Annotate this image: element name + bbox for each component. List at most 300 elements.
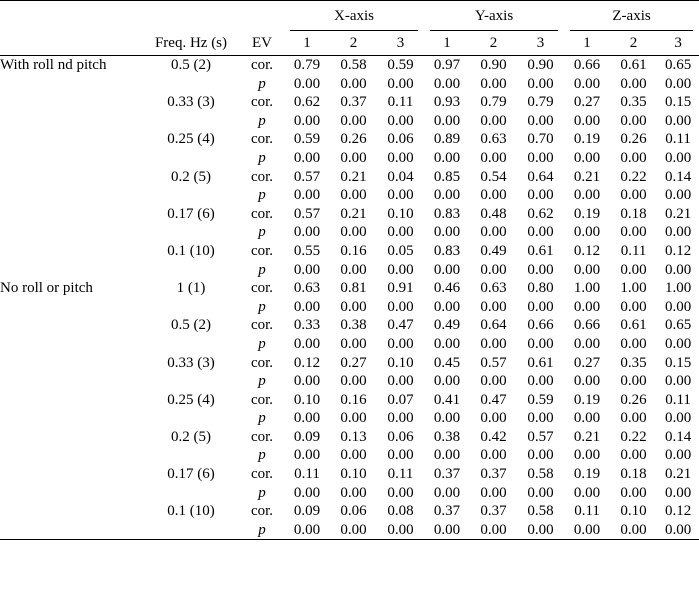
value-cell: 0.00 xyxy=(340,298,367,315)
value-cell: 0.00 xyxy=(527,298,554,315)
value-cell: 0.00 xyxy=(664,373,692,390)
value-cell: 0.00 xyxy=(480,298,507,315)
header-y-2: 2 xyxy=(489,35,498,51)
value-cell: 0.89 xyxy=(433,131,461,148)
value-cell: 0.00 xyxy=(293,112,321,129)
freq-cell: 0.33 (3) xyxy=(167,354,215,371)
value-cell: 0.00 xyxy=(664,112,692,129)
value-cell: 0.05 xyxy=(387,242,414,259)
value-cell: 0.00 xyxy=(527,187,554,204)
table-row xyxy=(0,465,699,484)
ev-cell: p xyxy=(258,75,266,92)
value-cell: 0.55 xyxy=(293,242,321,259)
group-label xyxy=(0,261,142,280)
ev-cell: cor. xyxy=(250,242,274,259)
value-cell: 0.37 xyxy=(480,466,507,483)
value-cell: 0.21 xyxy=(573,428,601,445)
value-cell: 0.00 xyxy=(620,224,647,241)
value-cell: 0.00 xyxy=(664,484,692,501)
header-z-2: 2 xyxy=(629,35,638,51)
table-row xyxy=(0,149,699,168)
table-row xyxy=(0,279,699,298)
value-cell: 0.66 xyxy=(527,317,554,334)
freq-cell xyxy=(142,223,240,242)
ev-cell: cor. xyxy=(250,503,274,520)
header-z-axis: Z-axis xyxy=(564,1,699,32)
value-cell: 0.00 xyxy=(293,187,321,204)
freq-cell xyxy=(142,521,240,540)
value-cell: 0.00 xyxy=(433,373,461,390)
value-cell: 0.00 xyxy=(573,373,601,390)
value-cell: 1.00 xyxy=(573,280,601,297)
table-row xyxy=(0,205,699,224)
value-cell: 0.00 xyxy=(620,410,647,427)
value-cell: 0.79 xyxy=(480,94,507,111)
group-label xyxy=(0,465,142,484)
ev-cell: cor. xyxy=(250,168,274,185)
value-cell: 0.00 xyxy=(620,484,647,501)
value-cell: 0.00 xyxy=(573,261,601,278)
value-cell: 0.00 xyxy=(387,261,414,278)
value-cell: 0.00 xyxy=(664,75,692,92)
value-cell: 0.00 xyxy=(573,112,601,129)
freq-cell: 0.5 (2) xyxy=(171,317,211,334)
value-cell: 0.00 xyxy=(480,335,507,352)
value-cell: 0.57 xyxy=(527,428,554,445)
header-freq: Freq. Hz (s) xyxy=(154,35,228,51)
table-row xyxy=(0,130,699,149)
table-row xyxy=(0,261,699,280)
value-cell: 0.11 xyxy=(387,94,414,111)
ev-cell: p xyxy=(258,484,266,501)
value-cell: 0.10 xyxy=(293,391,321,408)
table-row xyxy=(0,484,699,503)
value-cell: 0.16 xyxy=(340,391,367,408)
freq-cell xyxy=(142,112,240,131)
value-cell: 0.12 xyxy=(573,242,601,259)
freq-cell: 0.33 (3) xyxy=(167,94,215,111)
value-cell: 0.11 xyxy=(665,391,691,408)
value-cell: 0.37 xyxy=(433,466,461,483)
header-blank xyxy=(240,1,284,32)
value-cell: 0.15 xyxy=(664,94,692,111)
value-cell: 0.35 xyxy=(620,354,647,371)
value-cell: 0.21 xyxy=(340,168,367,185)
value-cell: 0.27 xyxy=(573,94,601,111)
value-cell: 0.37 xyxy=(433,503,461,520)
value-cell: 0.58 xyxy=(340,57,367,73)
table-row xyxy=(0,428,699,447)
value-cell: 0.00 xyxy=(340,521,367,538)
ev-cell: cor. xyxy=(250,131,274,148)
value-cell: 0.21 xyxy=(664,205,692,222)
freq-cell xyxy=(142,335,240,354)
value-cell: 0.00 xyxy=(387,298,414,315)
value-cell: 0.11 xyxy=(294,466,320,483)
value-cell: 0.46 xyxy=(433,280,461,297)
value-cell: 0.08 xyxy=(387,503,414,520)
value-cell: 0.12 xyxy=(664,503,692,520)
value-cell: 0.90 xyxy=(527,57,554,73)
value-cell: 0.00 xyxy=(620,187,647,204)
ev-cell: p xyxy=(258,224,266,241)
value-cell: 0.00 xyxy=(433,447,461,464)
value-cell: 0.00 xyxy=(620,112,647,129)
freq-cell xyxy=(142,149,240,168)
value-cell: 0.37 xyxy=(340,94,367,111)
group-label xyxy=(0,93,142,112)
value-cell: 0.91 xyxy=(387,280,414,297)
value-cell: 0.11 xyxy=(665,131,691,148)
header-x-2: 2 xyxy=(349,35,358,51)
ev-cell: cor. xyxy=(250,428,274,445)
value-cell: 0.04 xyxy=(387,168,414,185)
value-cell: 0.18 xyxy=(620,466,647,483)
value-cell: 0.70 xyxy=(527,131,554,148)
value-cell: 0.00 xyxy=(480,410,507,427)
value-cell: 0.14 xyxy=(664,428,692,445)
ev-cell: cor. xyxy=(250,205,274,222)
value-cell: 0.00 xyxy=(433,484,461,501)
value-cell: 0.00 xyxy=(433,112,461,129)
value-cell: 0.65 xyxy=(664,317,692,334)
value-cell: 0.06 xyxy=(387,428,414,445)
value-cell: 0.00 xyxy=(620,75,647,92)
value-cell: 0.00 xyxy=(293,298,321,315)
value-cell: 0.00 xyxy=(664,187,692,204)
value-cell: 0.26 xyxy=(340,131,367,148)
group-label xyxy=(0,75,142,94)
value-cell: 0.00 xyxy=(433,149,461,166)
group-label xyxy=(0,168,142,187)
value-cell: 0.97 xyxy=(433,57,461,73)
header-blank xyxy=(0,1,142,32)
ev-cell: p xyxy=(258,521,266,538)
value-cell: 0.00 xyxy=(480,373,507,390)
ev-cell: p xyxy=(258,373,266,390)
value-cell: 0.58 xyxy=(527,466,554,483)
ev-cell: cor. xyxy=(250,317,274,334)
value-cell: 0.00 xyxy=(527,224,554,241)
value-cell: 0.00 xyxy=(293,521,321,538)
value-cell: 0.66 xyxy=(573,317,601,334)
value-cell: 0.00 xyxy=(293,261,321,278)
value-cell: 0.26 xyxy=(620,391,647,408)
group-label xyxy=(0,316,142,335)
value-cell: 0.10 xyxy=(387,354,414,371)
value-cell: 1.00 xyxy=(620,280,647,297)
table-body xyxy=(0,56,699,540)
value-cell: 0.80 xyxy=(527,280,554,297)
value-cell: 0.00 xyxy=(433,298,461,315)
value-cell: 0.00 xyxy=(340,261,367,278)
header-x-3: 3 xyxy=(396,35,405,51)
value-cell: 0.00 xyxy=(620,149,647,166)
value-cell: 0.00 xyxy=(340,484,367,501)
header-y-axis: Y-axis xyxy=(424,1,564,32)
table-row xyxy=(0,242,699,261)
value-cell: 0.11 xyxy=(574,503,600,520)
value-cell: 0.59 xyxy=(527,391,554,408)
value-cell: 0.59 xyxy=(387,57,414,73)
value-cell: 0.21 xyxy=(573,168,601,185)
value-cell: 0.12 xyxy=(293,354,321,371)
table-row xyxy=(0,223,699,242)
freq-cell: 0.1 (10) xyxy=(167,242,215,259)
value-cell: 0.10 xyxy=(387,205,414,222)
value-cell: 0.00 xyxy=(387,373,414,390)
value-cell: 0.63 xyxy=(293,280,321,297)
value-cell: 0.27 xyxy=(573,354,601,371)
value-cell: 0.00 xyxy=(433,521,461,538)
freq-cell xyxy=(142,484,240,503)
value-cell: 0.00 xyxy=(293,410,321,427)
value-cell: 0.00 xyxy=(340,187,367,204)
value-cell: 0.38 xyxy=(433,428,461,445)
value-cell: 0.11 xyxy=(620,242,647,259)
header-x-axis: X-axis xyxy=(284,1,424,32)
group-label xyxy=(0,242,142,261)
header-y-1: 1 xyxy=(443,35,451,51)
value-cell: 0.21 xyxy=(664,466,692,483)
value-cell: 0.93 xyxy=(433,94,461,111)
value-cell: 0.00 xyxy=(387,447,414,464)
freq-cell: 0.2 (5) xyxy=(171,428,211,445)
value-cell: 0.00 xyxy=(664,447,692,464)
value-cell: 0.06 xyxy=(340,503,367,520)
value-cell: 0.00 xyxy=(620,335,647,352)
group-label xyxy=(0,428,142,447)
value-cell: 0.27 xyxy=(340,354,367,371)
value-cell: 0.00 xyxy=(293,484,321,501)
value-cell: 0.19 xyxy=(573,466,601,483)
value-cell: 0.47 xyxy=(480,391,507,408)
table-row xyxy=(0,112,699,131)
value-cell: 0.62 xyxy=(293,94,321,111)
value-cell: 0.49 xyxy=(480,242,507,259)
value-cell: 0.00 xyxy=(480,521,507,538)
value-cell: 0.10 xyxy=(340,466,367,483)
value-cell: 0.00 xyxy=(573,447,601,464)
value-cell: 0.00 xyxy=(527,75,554,92)
value-cell: 0.00 xyxy=(293,149,321,166)
value-cell: 0.59 xyxy=(293,131,321,148)
freq-cell xyxy=(142,446,240,465)
value-cell: 0.09 xyxy=(293,503,321,520)
value-cell: 0.00 xyxy=(480,149,507,166)
header-y-3: 3 xyxy=(536,35,545,51)
value-cell: 0.07 xyxy=(387,391,414,408)
freq-cell xyxy=(142,409,240,428)
value-cell: 0.00 xyxy=(293,335,321,352)
value-cell: 0.00 xyxy=(433,75,461,92)
value-cell: 0.00 xyxy=(387,484,414,501)
value-cell: 0.61 xyxy=(620,317,647,334)
value-cell: 0.81 xyxy=(340,280,367,297)
value-cell: 0.00 xyxy=(573,75,601,92)
ev-cell: p xyxy=(258,261,266,278)
value-cell: 0.19 xyxy=(573,205,601,222)
value-cell: 0.00 xyxy=(573,335,601,352)
value-cell: 0.00 xyxy=(527,484,554,501)
value-cell: 0.00 xyxy=(340,410,367,427)
value-cell: 0.00 xyxy=(620,521,647,538)
value-cell: 0.00 xyxy=(573,187,601,204)
freq-cell xyxy=(142,261,240,280)
freq-cell xyxy=(142,298,240,317)
value-cell: 0.61 xyxy=(620,57,647,73)
value-cell: 0.00 xyxy=(527,261,554,278)
table-row xyxy=(0,502,699,521)
value-cell: 0.00 xyxy=(527,373,554,390)
value-cell: 0.00 xyxy=(387,224,414,241)
value-cell: 0.63 xyxy=(480,280,507,297)
value-cell: 0.41 xyxy=(433,391,461,408)
table-row xyxy=(0,335,699,354)
value-cell: 0.00 xyxy=(480,75,507,92)
group-label: No roll or pitch xyxy=(0,280,93,297)
group-label xyxy=(0,223,142,242)
value-cell: 0.19 xyxy=(573,131,601,148)
value-cell: 0.00 xyxy=(620,261,647,278)
value-cell: 0.19 xyxy=(573,391,601,408)
value-cell: 0.14 xyxy=(664,168,692,185)
value-cell: 0.00 xyxy=(573,224,601,241)
value-cell: 0.47 xyxy=(387,317,414,334)
value-cell: 0.16 xyxy=(340,242,367,259)
ev-cell: cor. xyxy=(250,354,274,371)
table-row xyxy=(0,372,699,391)
value-cell: 0.00 xyxy=(527,410,554,427)
value-cell: 0.00 xyxy=(620,447,647,464)
value-cell: 0.00 xyxy=(620,373,647,390)
value-cell: 0.00 xyxy=(340,447,367,464)
value-cell: 0.83 xyxy=(433,242,461,259)
ev-cell: p xyxy=(258,112,266,129)
value-cell: 0.06 xyxy=(387,131,414,148)
value-cell: 0.00 xyxy=(293,75,321,92)
value-cell: 0.00 xyxy=(340,149,367,166)
table-row xyxy=(0,521,699,540)
value-cell: 0.00 xyxy=(480,261,507,278)
header-ev: EV xyxy=(252,35,272,51)
value-cell: 0.00 xyxy=(387,410,414,427)
value-cell: 0.49 xyxy=(433,317,461,334)
freq-cell: 0.1 (10) xyxy=(167,503,215,520)
group-label xyxy=(0,446,142,465)
ev-cell: p xyxy=(258,149,266,166)
value-cell: 0.79 xyxy=(527,94,554,111)
value-cell: 0.00 xyxy=(480,447,507,464)
ev-cell: cor. xyxy=(250,466,274,483)
value-cell: 0.26 xyxy=(620,131,647,148)
value-cell: 0.00 xyxy=(664,149,692,166)
value-cell: 0.00 xyxy=(620,298,647,315)
ev-cell: p xyxy=(258,447,266,464)
table-row xyxy=(0,93,699,112)
value-cell: 0.00 xyxy=(433,261,461,278)
freq-cell xyxy=(142,372,240,391)
group-label xyxy=(0,521,142,540)
value-cell: 0.09 xyxy=(293,428,321,445)
value-cell: 0.00 xyxy=(387,335,414,352)
freq-cell: 0.2 (5) xyxy=(171,168,211,185)
group-label xyxy=(0,372,142,391)
table-row xyxy=(0,316,699,335)
value-cell: 0.00 xyxy=(340,335,367,352)
value-cell: 0.64 xyxy=(480,317,507,334)
freq-cell: 1 (1) xyxy=(176,280,206,297)
header-blank xyxy=(0,31,142,56)
value-cell: 0.00 xyxy=(573,521,601,538)
value-cell: 0.57 xyxy=(480,354,507,371)
value-cell: 0.42 xyxy=(480,428,507,445)
value-cell: 0.00 xyxy=(293,224,321,241)
value-cell: 0.33 xyxy=(293,317,321,334)
value-cell: 0.45 xyxy=(433,354,461,371)
table-header xyxy=(0,1,699,56)
value-cell: 1.00 xyxy=(664,280,692,297)
freq-cell xyxy=(142,186,240,205)
value-cell: 0.00 xyxy=(387,149,414,166)
table-row xyxy=(0,391,699,410)
value-cell: 0.00 xyxy=(664,298,692,315)
value-cell: 0.62 xyxy=(527,205,554,222)
freq-cell: 0.17 (6) xyxy=(167,205,215,222)
value-cell: 0.22 xyxy=(620,428,647,445)
group-label xyxy=(0,409,142,428)
table-row xyxy=(0,298,699,317)
value-cell: 0.63 xyxy=(480,131,507,148)
value-cell: 0.57 xyxy=(293,168,321,185)
value-cell: 0.00 xyxy=(527,521,554,538)
value-cell: 0.00 xyxy=(480,484,507,501)
value-cell: 0.54 xyxy=(480,168,507,185)
table-row xyxy=(0,409,699,428)
value-cell: 0.21 xyxy=(340,205,367,222)
value-cell: 0.66 xyxy=(573,57,601,73)
group-label xyxy=(0,502,142,521)
value-cell: 0.90 xyxy=(480,57,507,73)
value-cell: 0.00 xyxy=(480,112,507,129)
value-cell: 0.61 xyxy=(527,354,554,371)
ev-cell: cor. xyxy=(250,391,274,408)
value-cell: 0.64 xyxy=(527,168,554,185)
group-label xyxy=(0,354,142,373)
value-cell: 0.00 xyxy=(664,224,692,241)
value-cell: 0.00 xyxy=(433,224,461,241)
value-cell: 0.83 xyxy=(433,205,461,222)
freq-cell: 0.25 (4) xyxy=(167,391,215,408)
group-label xyxy=(0,112,142,131)
group-label xyxy=(0,335,142,354)
freq-cell: 0.17 (6) xyxy=(167,466,215,483)
value-cell: 0.00 xyxy=(573,149,601,166)
value-cell: 0.00 xyxy=(664,261,692,278)
value-cell: 0.00 xyxy=(387,75,414,92)
value-cell: 0.85 xyxy=(433,168,461,185)
table-row xyxy=(0,354,699,373)
value-cell: 0.00 xyxy=(340,75,367,92)
value-cell: 0.00 xyxy=(527,335,554,352)
value-cell: 0.35 xyxy=(620,94,647,111)
value-cell: 0.00 xyxy=(527,447,554,464)
value-cell: 0.00 xyxy=(340,373,367,390)
value-cell: 0.58 xyxy=(527,503,554,520)
group-label xyxy=(0,149,142,168)
value-cell: 0.00 xyxy=(664,521,692,538)
header-x-1: 1 xyxy=(303,35,311,51)
